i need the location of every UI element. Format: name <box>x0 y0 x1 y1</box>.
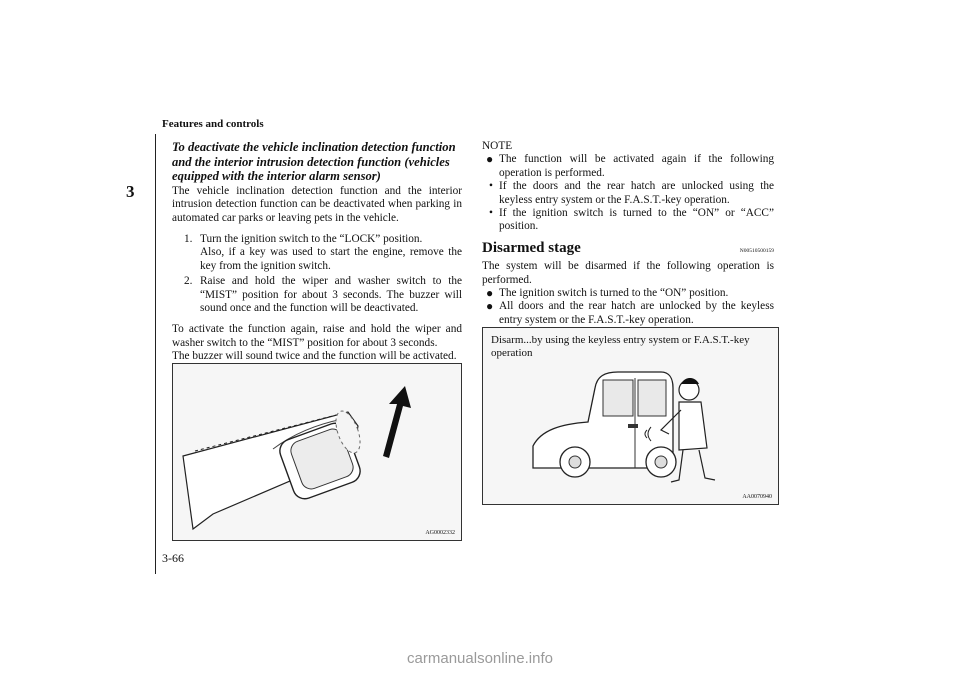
bullet-icon: ● <box>486 152 494 167</box>
disarm-bullet-text: The ignition switch is turned to the “ON” position. <box>499 287 729 300</box>
step-text: Raise and hold the wiper and washer switch to the “MIST” position for about 3 seconds. The buzzer will sound once and the function will be deactivated. <box>200 275 462 315</box>
reactivate-paragraph: To activate the function again, raise and hold the wiper and washer switch to the “MIST” position for about 3 seconds. <box>172 323 462 349</box>
deactivate-heading: To deactivate the vehicle inclination detection function and the interior intrusion detection function (vehicles equipped with the interior alarm sensor) <box>172 140 456 184</box>
deactivate-intro: The vehicle inclination detection function and the interior intrusion detection function can be deactivated when parking in automated car parks or leaving pets in the vehicle. <box>172 184 462 224</box>
step-number: 1. <box>184 233 193 245</box>
figure-caption: Disarm...by using the keyless entry system or F.A.S.T.-key operation <box>491 334 750 359</box>
figure-code: AA0070940 <box>742 494 772 500</box>
wiper-lever-illustration <box>173 364 461 540</box>
note-sub-text: If the ignition switch is turned to the “ON” or “ACC” position. <box>499 207 774 233</box>
disarm-bullet <box>482 287 774 300</box>
sub-bullet-icon: • <box>489 180 493 193</box>
car-keyless-illustration <box>483 328 778 504</box>
step-number: 2. <box>184 275 193 288</box>
chapter-number: 3 <box>126 182 135 201</box>
disarm-bullets <box>482 287 774 327</box>
step-item <box>172 275 462 315</box>
left-column <box>172 140 462 364</box>
step-item <box>172 233 462 273</box>
watermark-footer: carmanualsonline.info <box>407 650 553 667</box>
disarm-figure <box>482 327 779 505</box>
running-header: Features and controls <box>162 118 264 130</box>
step-text: Turn the ignition switch to the “LOCK” position. <box>200 233 423 245</box>
note-sub-item <box>482 180 774 207</box>
bullet-icon: ● <box>486 286 494 301</box>
step-extra: Also, if a key was used to start the engine, remove the key from the ignition switch. <box>200 246 462 272</box>
note-sub-item <box>482 207 774 234</box>
disarm-bullet-text: All doors and the rear hatch are unlocked by the keyless entry system or the F.A.S.T.-key operation. <box>499 300 774 326</box>
disarm-bullet <box>482 300 774 327</box>
steps-list <box>172 233 462 315</box>
sub-bullet-icon: • <box>489 207 493 220</box>
note-title: NOTE <box>482 140 513 152</box>
disarmed-stage-title <box>482 239 774 258</box>
chapter-rule <box>155 134 156 574</box>
note-bullets <box>482 153 774 180</box>
section-title: Disarmed stage <box>482 239 581 256</box>
bullet-icon: ● <box>486 299 494 314</box>
page-number: 3-66 <box>162 551 184 565</box>
disarm-intro: The system will be disarmed if the following operation is performed. <box>482 260 774 286</box>
buzzer-paragraph: The buzzer will sound twice and the function will be activated. <box>172 350 457 363</box>
note-sub-text: If the doors and the rear hatch are unlocked using the keyless entry system or the F.A.S.T.-key operation. <box>499 180 774 206</box>
right-column <box>482 140 774 327</box>
section-code: N00510500159 <box>739 247 774 254</box>
figure-code: AG0002332 <box>425 530 455 536</box>
note-bullet <box>482 153 774 180</box>
note-bullet-text: The function will be activated again if the following operation is performed. <box>499 153 774 179</box>
wiper-switch-figure <box>172 363 462 541</box>
